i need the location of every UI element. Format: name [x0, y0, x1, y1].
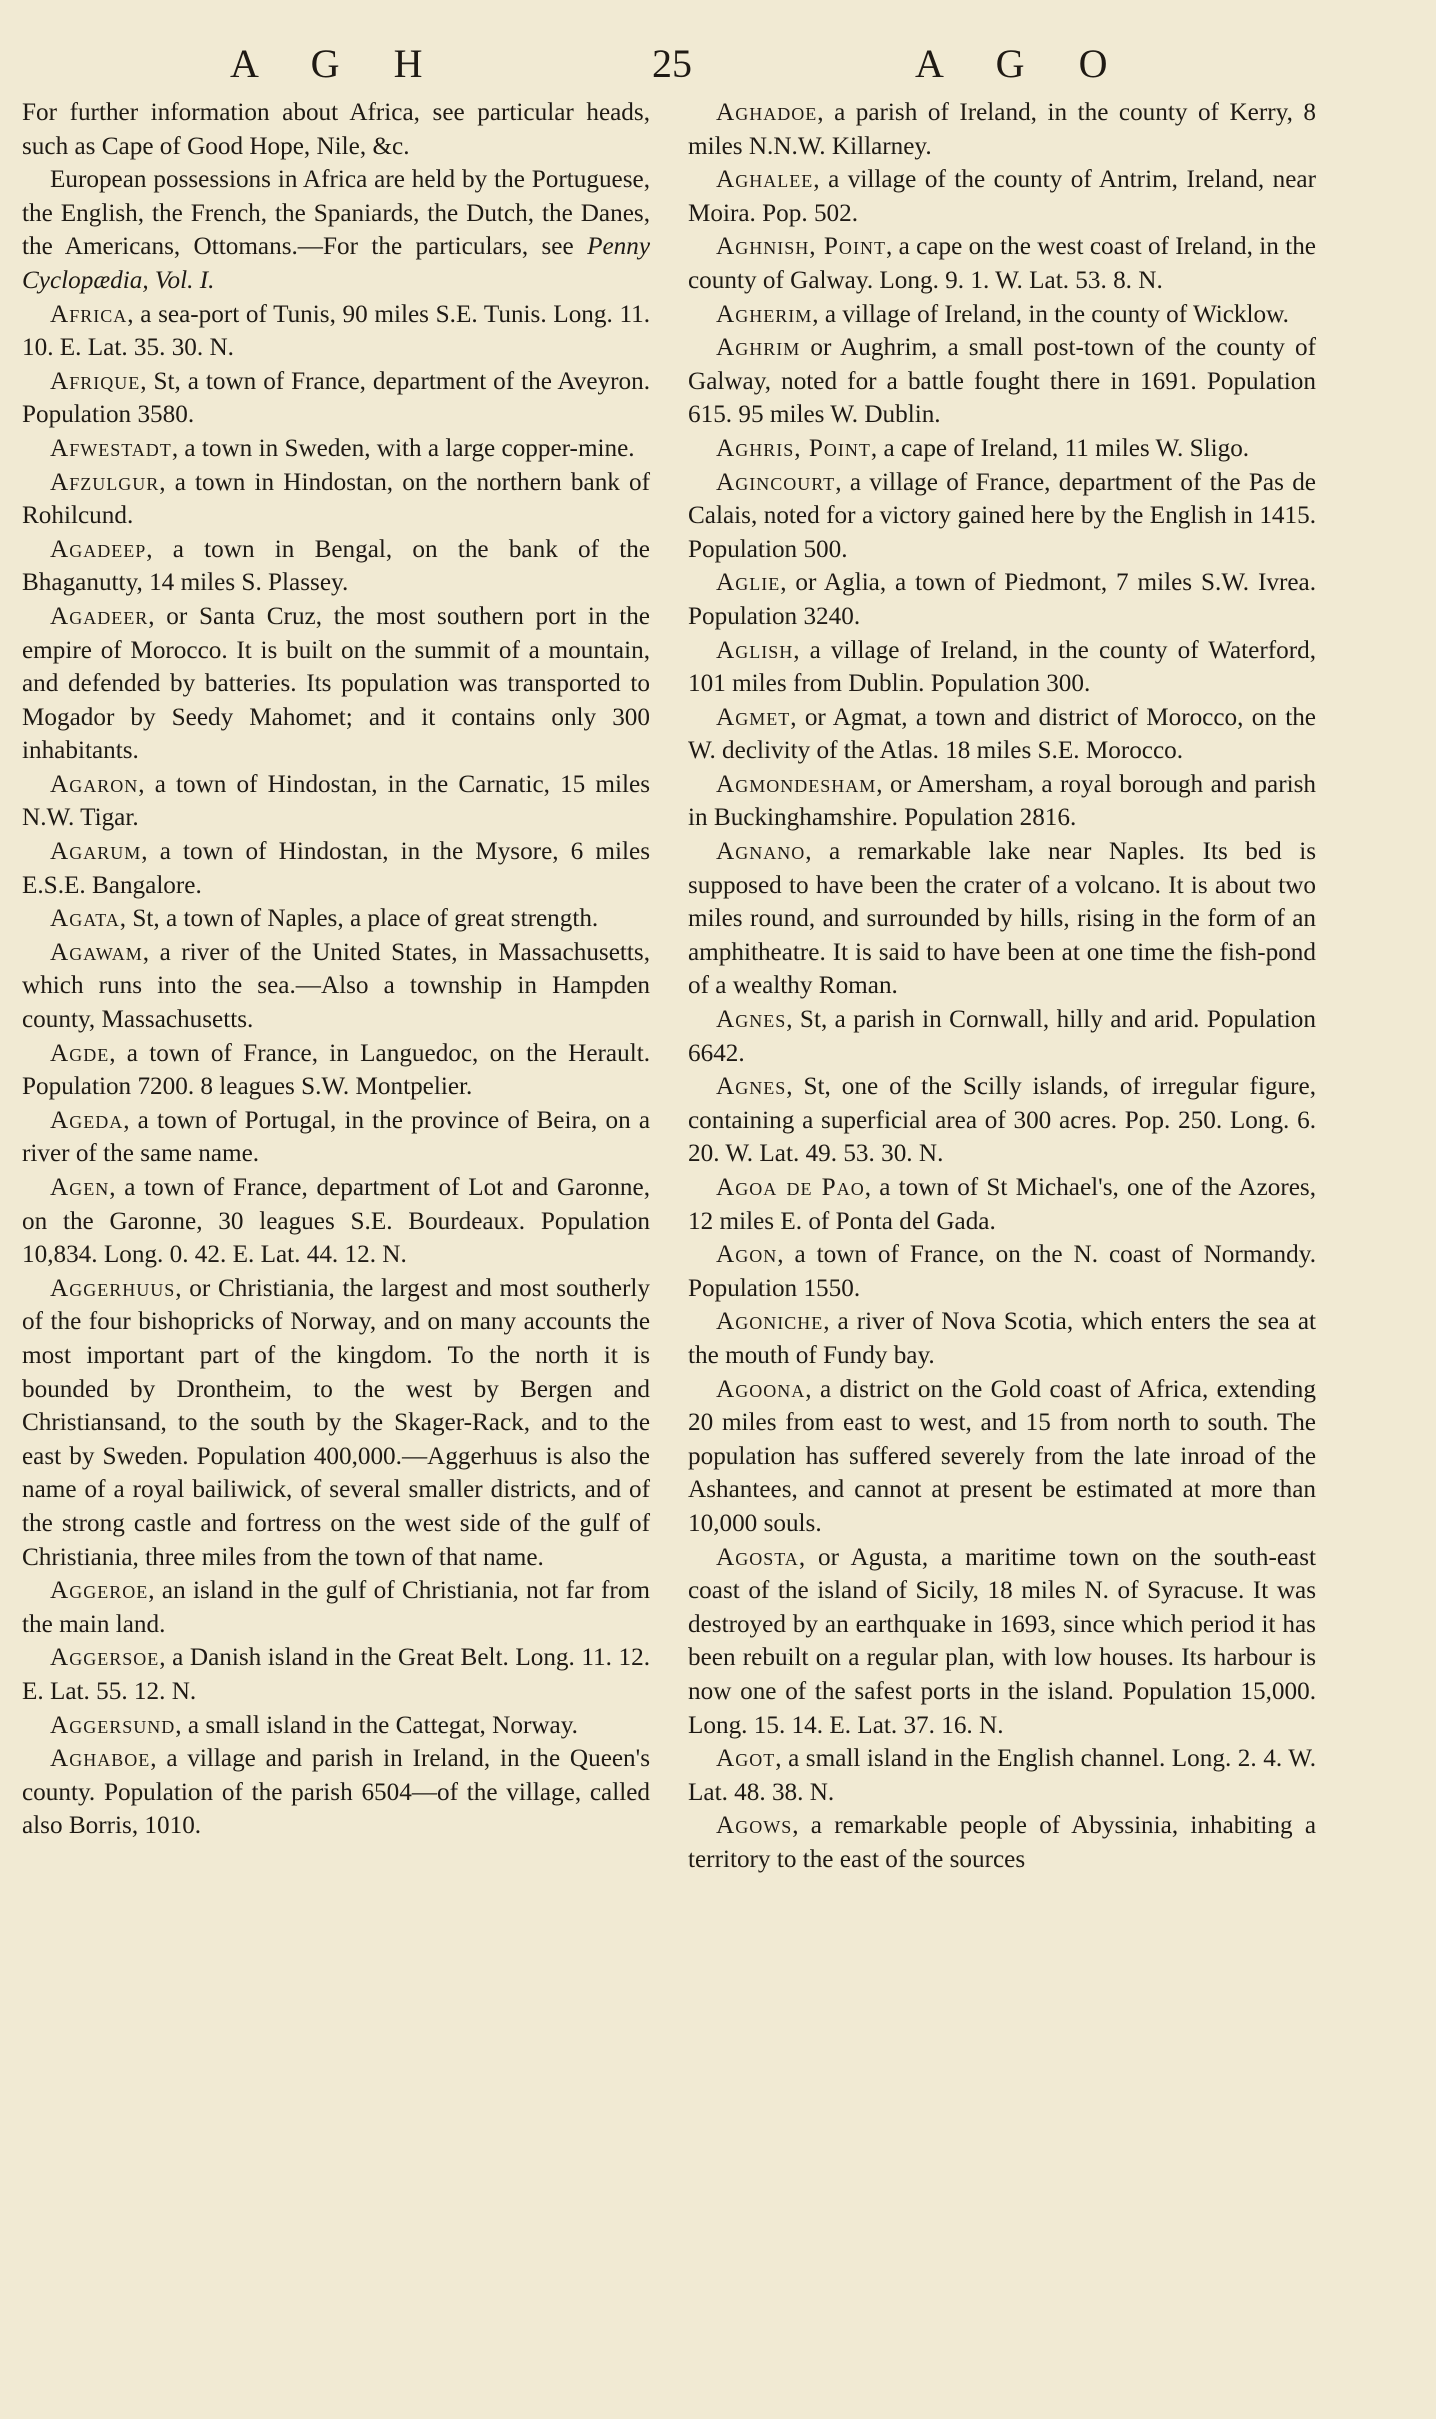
entry-text: , an island in the gulf of Christiania, not far from the main land. — [22, 1577, 650, 1638]
entry-headword: Agmet — [716, 703, 791, 731]
gazetteer-entry — [22, 1272, 650, 1574]
entry-text: , a district on the Gold coast of Africa, extending 20 miles from east to west, and 15 from north to south. The population has suffered severely from the late inroad of the Ashantees, and cannot at present be estimated at more than 10,000 souls. — [688, 1375, 1316, 1537]
entry-text: , a cape on the west coast of Ireland, in the county of Galway. Long. 9. 1. W. Lat. 53. 8. N. — [688, 233, 1316, 294]
gazetteer-entry — [688, 1003, 1316, 1070]
entry-headword: Agincourt — [716, 468, 836, 496]
gazetteer-entry — [22, 902, 650, 936]
gazetteer-entry — [688, 1238, 1316, 1305]
entry-text: , a river of Nova Scotia, which enters the sea at the mouth of Fundy bay. — [688, 1308, 1316, 1369]
entry-headword: Agadeer — [50, 602, 149, 630]
gazetteer-entry — [688, 1070, 1316, 1171]
entry-text: , a town of Portugal, in the province of Beira, on a river of the same name. — [22, 1106, 650, 1168]
entry-text: , a remarkable people of Abyssinia, inhabiting a territory to the east of the sources — [688, 1812, 1316, 1873]
gazetteer-entry — [22, 466, 650, 533]
entry-text: or Aughrim, a small post-town of the county of Galway, noted for a battle fought there in 1691. Population 615. 95 miles W. Dublin. — [688, 334, 1316, 429]
entry-text: , a town of France, on the N. coast of Normandy. Population 1550. — [688, 1241, 1316, 1302]
entry-headword: Agoa de Pao — [716, 1174, 865, 1201]
entry-headword: Agnano — [716, 838, 806, 866]
entry-headword: Aghalee — [716, 166, 814, 194]
gazetteer-entry — [688, 566, 1316, 633]
entry-text: European possessions in Africa are held by the Portuguese, the English, the French, the Spaniards, the Dutch, the Danes, the Americans, Ottomans.—For the particulars, see — [22, 166, 650, 261]
gazetteer-entry — [22, 533, 650, 600]
entry-headword: Africa — [50, 300, 128, 328]
right-column — [688, 96, 1316, 1876]
entry-headword: Aghadoe — [716, 99, 818, 126]
gazetteer-entry — [688, 163, 1316, 230]
gazetteer-entry — [22, 163, 650, 297]
entry-text: , a town in Bengal, on the bank of the Bhaganutty, 14 miles S. Plassey. — [22, 535, 650, 597]
running-head — [0, 40, 1436, 100]
gazetteer-entry — [22, 600, 650, 768]
gazetteer-entry — [22, 936, 650, 1037]
entry-text: , a town of France, in Languedoc, on the Herault. Population 7200. 8 leagues S.W. Montpelier. — [22, 1039, 650, 1101]
entry-text: , a town of France, department of Lot and Garonne, on the Garonne, 30 leagues S.E. Bourdeaux. Population 10,834. Long. 0. 42. E. Lat. 44. 12. N. — [22, 1174, 650, 1269]
gazetteer-entry — [22, 768, 650, 835]
entry-text: , a village and parish in Ireland, in the Queen's county. Population of the parish 6504—of the village, called also Borris, 1010. — [22, 1745, 650, 1840]
gazetteer-entry — [22, 1037, 650, 1104]
gazetteer-entry — [22, 1171, 650, 1272]
entry-headword: Aghrim — [716, 334, 801, 362]
gazetteer-entry — [688, 634, 1316, 701]
entry-headword: Aggeroe — [50, 1577, 149, 1605]
entry-text: , a town of St Michael's, one of the Azores, 12 miles E. of Ponta del Gada. — [688, 1174, 1317, 1235]
gazetteer-entry — [688, 768, 1316, 835]
entry-text: , or Christiania, the largest and most southerly of the four bishopricks of Norway, and on many accounts the most important part of the kingdom. To the north it is bounded by Drontheim, to the west by Bergen and Christiansand, to the south by the Skager-Rack, and to the east by Sweden. Population 400,000.—Aggerhuus is also the name of a royal bailiwick, of several smaller districts, and of the strong castle and fortress on the west side of the gulf of Christiania, three miles from the town of that name. — [22, 1274, 650, 1571]
entry-text: , or Amersham, a royal borough and parish in Buckinghamshire. Population 2816. — [688, 770, 1316, 832]
entry-text: For further information about Africa, see particular heads, such as Cape of Good Hope, Nile, &c. — [22, 99, 650, 160]
entry-text: , or Agusta, a maritime town on the south-east coast of the island of Sicily, 18 miles N. of Syracuse. It was destroyed by an earthquake in 1693, since which period it has been rebuilt on a regular plan, with low houses. Its harbour is now one of the safest ports in the island. Population 15,000. Long. 15. 14. E. Lat. 37. 16. N. — [688, 1543, 1316, 1739]
entry-text: , a town of Hindostan, in the Carnatic, 15 miles N.W. Tigar. — [22, 770, 650, 832]
gazetteer-entry — [688, 1373, 1316, 1541]
entry-text: , St, a town of France, department of the Aveyron. Population 3580. — [22, 367, 650, 429]
gazetteer-entry — [688, 96, 1316, 163]
entry-headword: Agot — [716, 1745, 776, 1773]
entry-headword: Agherim — [716, 300, 813, 328]
entry-headword: Agnes — [716, 1073, 787, 1101]
gazetteer-entry — [22, 96, 650, 163]
entry-headword: Agawam — [50, 938, 143, 966]
entry-text: , St, a parish in Cornwall, hilly and arid. Population 6642. — [688, 1006, 1316, 1067]
gazetteer-entry — [688, 835, 1316, 1003]
gazetteer-entry — [688, 1809, 1316, 1876]
gazetteer-entry — [22, 298, 650, 365]
entry-headword: Agaron — [50, 770, 139, 798]
entry-text: , a town of Hindostan, in the Mysore, 6 miles E.S.E. Bangalore. — [22, 838, 650, 899]
gazetteer-entry — [22, 1742, 650, 1843]
entry-headword: Afrique — [50, 367, 141, 395]
entry-text: , a river of the United States, in Massachusetts, which runs into the sea.—Also a township in Hampden county, Massachusetts. — [22, 938, 650, 1034]
entry-text: , a village of the county of Antrim, Ireland, near Moira. Pop. 502. — [688, 166, 1316, 227]
gazetteer-entry — [22, 1574, 650, 1641]
entry-headword: Agen — [50, 1174, 110, 1201]
entry-headword: Aggersund — [50, 1711, 176, 1739]
page-number: 25 — [652, 41, 692, 86]
entry-text: , a town in Sweden, with a large copper-mine. — [171, 434, 635, 462]
gazetteer-entry — [22, 835, 650, 902]
gazetteer-entry — [22, 365, 650, 432]
left-column — [22, 96, 650, 1843]
entry-headword: Agnes — [716, 1006, 787, 1034]
entry-text: , a village of Ireland, in the county of Wicklow. — [812, 300, 1289, 328]
gazetteer-entry — [22, 1641, 650, 1708]
entry-headword: Agon — [716, 1241, 778, 1269]
gazetteer-entry — [688, 1305, 1316, 1372]
entry-text: , a cape of Ireland, 11 miles W. Sligo. — [870, 434, 1250, 462]
entry-headword: Ageda — [50, 1106, 124, 1134]
entry-headword: Aggersoe — [50, 1644, 160, 1672]
gazetteer-entry — [688, 701, 1316, 768]
entry-headword: Aggerhuus — [50, 1274, 176, 1302]
gazetteer-entry — [688, 432, 1316, 466]
entry-text: , a remarkable lake near Naples. Its bed is supposed to have been the crater of a volcano. It is about two miles round, and surrounded by hills, rising in the form of an amphitheatre. It is said to have been at one time the fish-pond of a wealthy Roman. — [688, 838, 1316, 1000]
entry-headword: Agadeep — [50, 535, 147, 563]
gazetteer-entry — [688, 298, 1316, 332]
gazetteer-entry — [688, 230, 1316, 297]
entry-headword: Agosta — [716, 1543, 799, 1571]
gazetteer-entry — [688, 1541, 1316, 1743]
entry-headword: Agoniche — [716, 1308, 824, 1336]
entry-text: , a village of Ireland, in the county of Waterford, 101 miles from Dublin. Population 300. — [688, 636, 1316, 698]
entry-text: , or Santa Cruz, the most southern port in the empire of Morocco. It is built on the summit of a mountain, and defended by batteries. Its population was transported to Mogador by Seedy Mahomet; and it contains only 300 inhabitants. — [22, 602, 650, 765]
gazetteer-entry — [22, 1709, 650, 1743]
entry-text: , or Aglia, a town of Piedmont, 7 miles S.W. Ivrea. Population 3240. — [688, 569, 1316, 630]
entry-text: , or Agmat, a town and district of Morocco, on the W. declivity of the Atlas. 18 miles S.E. Morocco. — [688, 703, 1316, 765]
entry-text: , St, a town of Naples, a place of great strength. — [119, 905, 599, 933]
entry-headword: Agde — [50, 1039, 110, 1067]
entry-headword: Agoona — [716, 1375, 806, 1403]
entry-headword: Agata — [50, 905, 120, 933]
entry-headword: Aglie — [716, 569, 781, 597]
entry-italic-reference: Penny Cyclopædia, Vol. I. — [22, 233, 650, 294]
gazetteer-entry — [22, 1104, 650, 1171]
running-head-left: A G H — [230, 41, 445, 86]
entry-headword: Aghnish, Point — [716, 233, 886, 261]
gazetteer-entry — [688, 1742, 1316, 1809]
entry-text: , a small island in the Cattegat, Norway. — [175, 1711, 578, 1739]
entry-headword: Afzulgur — [50, 468, 160, 496]
entry-text: , a small island in the English channel. Long. 2. 4. W. Lat. 48. 38. N. — [688, 1745, 1316, 1806]
gazetteer-entry — [688, 1171, 1316, 1238]
entry-text: , a Danish island in the Great Belt. Long. 11. 12. E. Lat. 55. 12. N. — [22, 1644, 650, 1705]
entry-headword: Aghris, Point — [716, 434, 871, 462]
entry-text: , St, one of the Scilly islands, of irregular figure, containing a superficial area of 300 acres. Pop. 250. Long. 6. 20. W. Lat. 49. 53. 30. N. — [688, 1073, 1316, 1168]
entry-text: , a village of France, department of the Pas de Calais, noted for a victory gained here by the English in 1415. Population 500. — [688, 468, 1316, 563]
running-head-right: A G O — [915, 41, 1130, 86]
gazetteer-entry — [22, 432, 650, 466]
entry-headword: Afwestadt — [50, 434, 172, 462]
entry-headword: Aglish — [716, 636, 794, 664]
entry-text: , a parish of Ireland, in the county of Kerry, 8 miles N.N.W. Killarney. — [688, 99, 1316, 160]
gazetteer-entry — [688, 331, 1316, 432]
entry-text: , a town in Hindostan, on the northern bank of Rohilcund. — [22, 468, 650, 530]
gazetteer-entry — [688, 466, 1316, 567]
entry-headword: Agarum — [50, 838, 142, 866]
entry-headword: Agows — [716, 1812, 793, 1840]
entry-headword: Agmondesham — [716, 770, 877, 798]
entry-headword: Aghaboe — [50, 1745, 151, 1773]
entry-text: , a sea-port of Tunis, 90 miles S.E. Tunis. Long. 11. 10. E. Lat. 35. 30. N. — [22, 300, 650, 362]
